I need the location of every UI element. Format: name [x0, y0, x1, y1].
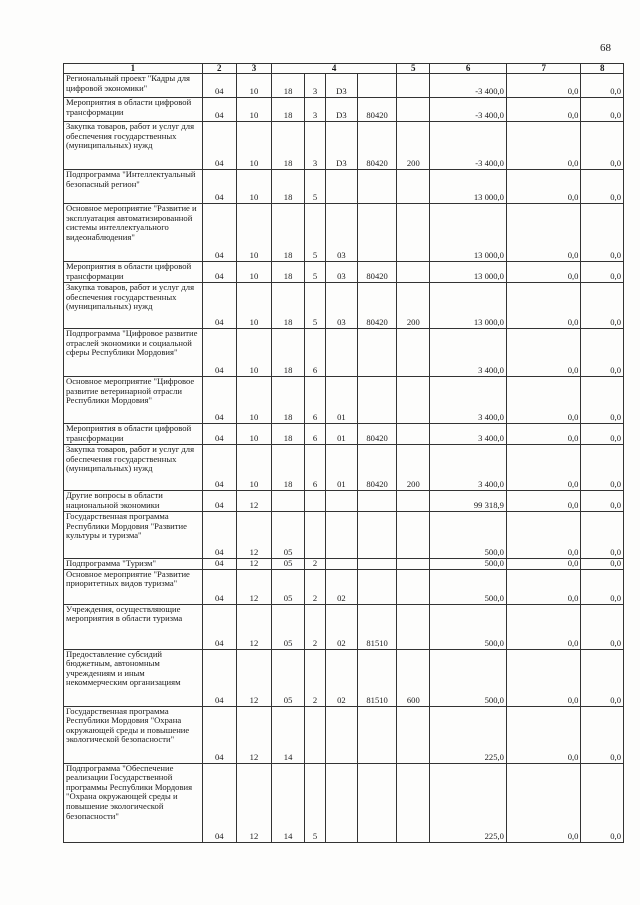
row-label: Подпрограмма "Туризм" [64, 559, 203, 570]
subsection-code: 12 [236, 559, 271, 570]
table-row [64, 98, 624, 122]
direction-code [357, 329, 396, 377]
amount-year-1: 225,0 [430, 763, 507, 842]
amount-year-1: 500,0 [430, 604, 507, 649]
direction-code [357, 559, 396, 570]
subprogram-code [305, 706, 326, 763]
subsection-code: 12 [236, 512, 271, 559]
activity-code: 02 [325, 569, 357, 604]
row-label: Мероприятия в области цифровой трансформации [64, 424, 203, 445]
activity-code: D3 [325, 122, 357, 170]
direction-code: 81510 [357, 604, 396, 649]
section-code: 04 [202, 491, 236, 512]
subsection-code: 12 [236, 491, 271, 512]
amount-year-1: 13 000,0 [430, 204, 507, 262]
table-body [64, 74, 624, 843]
direction-code [357, 763, 396, 842]
table-row [64, 649, 624, 706]
program-code: 14 [272, 763, 305, 842]
amount-year-1: 225,0 [430, 706, 507, 763]
amount-year-2: 0,0 [506, 283, 581, 329]
section-code: 04 [202, 122, 236, 170]
table-row [64, 262, 624, 283]
subsection-code: 10 [236, 204, 271, 262]
program-code [272, 491, 305, 512]
direction-code: 80420 [357, 283, 396, 329]
section-code: 04 [202, 283, 236, 329]
amount-year-3: 0,0 [581, 424, 624, 445]
section-code: 04 [202, 706, 236, 763]
amount-year-1: 3 400,0 [430, 424, 507, 445]
amount-year-3: 0,0 [581, 649, 624, 706]
program-code: 18 [272, 424, 305, 445]
subsection-code: 10 [236, 377, 271, 424]
expense-type-code: 600 [397, 649, 430, 706]
row-label: Закупка товаров, работ и услуг для обеспечения государственных (муниципальных) нужд [64, 445, 203, 491]
subsection-code: 12 [236, 569, 271, 604]
subprogram-code: 6 [305, 424, 326, 445]
program-code: 18 [272, 204, 305, 262]
amount-year-2: 0,0 [506, 604, 581, 649]
expense-type-code [397, 491, 430, 512]
section-code: 04 [202, 74, 236, 98]
section-code: 04 [202, 377, 236, 424]
amount-year-2: 0,0 [506, 706, 581, 763]
amount-year-3: 0,0 [581, 512, 624, 559]
activity-code: D3 [325, 98, 357, 122]
amount-year-2: 0,0 [506, 329, 581, 377]
expense-type-code [397, 763, 430, 842]
direction-code: 80420 [357, 445, 396, 491]
column-header: 8 [581, 64, 624, 74]
expense-type-code [397, 74, 430, 98]
amount-year-3: 0,0 [581, 491, 624, 512]
row-label: Мероприятия в области цифровой трансформации [64, 98, 203, 122]
section-code: 04 [202, 649, 236, 706]
subprogram-code: 5 [305, 283, 326, 329]
amount-year-3: 0,0 [581, 445, 624, 491]
amount-year-2: 0,0 [506, 649, 581, 706]
subsection-code: 12 [236, 604, 271, 649]
amount-year-2: 0,0 [506, 170, 581, 204]
column-header: 2 [202, 64, 236, 74]
table-row [64, 170, 624, 204]
section-code: 04 [202, 262, 236, 283]
activity-code: D3 [325, 74, 357, 98]
activity-code [325, 559, 357, 570]
amount-year-2: 0,0 [506, 512, 581, 559]
row-label: Государственная программа Республики Мордовия "Развитие культуры и туризма" [64, 512, 203, 559]
amount-year-2: 0,0 [506, 377, 581, 424]
amount-year-2: 0,0 [506, 424, 581, 445]
direction-code [357, 491, 396, 512]
amount-year-2: 0,0 [506, 491, 581, 512]
subsection-code: 10 [236, 74, 271, 98]
table-row [64, 204, 624, 262]
column-header: 7 [506, 64, 581, 74]
direction-code [357, 204, 396, 262]
header-row [64, 64, 624, 74]
activity-code [325, 170, 357, 204]
amount-year-3: 0,0 [581, 569, 624, 604]
section-code: 04 [202, 98, 236, 122]
subsection-code: 12 [236, 706, 271, 763]
amount-year-1: 3 400,0 [430, 329, 507, 377]
section-code: 04 [202, 559, 236, 570]
direction-code: 80420 [357, 262, 396, 283]
program-code: 05 [272, 559, 305, 570]
expense-type-code [397, 604, 430, 649]
subprogram-code: 6 [305, 329, 326, 377]
amount-year-3: 0,0 [581, 763, 624, 842]
table-row [64, 491, 624, 512]
direction-code: 80420 [357, 122, 396, 170]
subprogram-code [305, 491, 326, 512]
expense-type-code [397, 559, 430, 570]
subsection-code: 10 [236, 329, 271, 377]
amount-year-2: 0,0 [506, 74, 581, 98]
table-row [64, 424, 624, 445]
column-header: 6 [430, 64, 507, 74]
column-header: 1 [64, 64, 203, 74]
section-code: 04 [202, 569, 236, 604]
table-row [64, 512, 624, 559]
row-label: Предоставление субсидий бюджетным, автономным учреждениям и иным некоммерческим организациям [64, 649, 203, 706]
section-code: 04 [202, 170, 236, 204]
subsection-code: 10 [236, 98, 271, 122]
row-label: Мероприятия в области цифровой трансформации [64, 262, 203, 283]
amount-year-1: -3 400,0 [430, 98, 507, 122]
amount-year-2: 0,0 [506, 98, 581, 122]
amount-year-1: 13 000,0 [430, 170, 507, 204]
subsection-code: 10 [236, 122, 271, 170]
section-code: 04 [202, 424, 236, 445]
direction-code: 80420 [357, 98, 396, 122]
program-code: 05 [272, 569, 305, 604]
column-header: 3 [236, 64, 271, 74]
activity-code: 02 [325, 604, 357, 649]
table-row [64, 445, 624, 491]
budget-table [63, 63, 624, 843]
program-code: 18 [272, 170, 305, 204]
amount-year-3: 0,0 [581, 262, 624, 283]
section-code: 04 [202, 445, 236, 491]
expense-type-code [397, 204, 430, 262]
program-code: 18 [272, 74, 305, 98]
subsection-code: 10 [236, 445, 271, 491]
subsection-code: 12 [236, 763, 271, 842]
page-number: 68 [600, 42, 611, 54]
amount-year-3: 0,0 [581, 377, 624, 424]
subprogram-code: 6 [305, 445, 326, 491]
expense-type-code [397, 377, 430, 424]
amount-year-1: -3 400,0 [430, 74, 507, 98]
expense-type-code [397, 424, 430, 445]
amount-year-1: 500,0 [430, 569, 507, 604]
activity-code: 03 [325, 262, 357, 283]
row-label: Региональный проект "Кадры для цифровой экономики" [64, 74, 203, 98]
expense-type-code [397, 329, 430, 377]
section-code: 04 [202, 763, 236, 842]
amount-year-1: 13 000,0 [430, 262, 507, 283]
subprogram-code: 2 [305, 569, 326, 604]
row-label: Основное мероприятие "Развитие приоритетных видов туризма" [64, 569, 203, 604]
amount-year-2: 0,0 [506, 204, 581, 262]
amount-year-1: 500,0 [430, 512, 507, 559]
program-code: 18 [272, 445, 305, 491]
expense-type-code: 200 [397, 445, 430, 491]
subprogram-code: 2 [305, 649, 326, 706]
table-row [64, 283, 624, 329]
row-label: Другие вопросы в области национальной экономики [64, 491, 203, 512]
table-row [64, 569, 624, 604]
row-label: Подпрограмма "Интеллектуальный безопасный регион" [64, 170, 203, 204]
activity-code [325, 329, 357, 377]
program-code: 18 [272, 377, 305, 424]
activity-code: 01 [325, 377, 357, 424]
direction-code [357, 74, 396, 98]
amount-year-1: 3 400,0 [430, 377, 507, 424]
amount-year-2: 0,0 [506, 445, 581, 491]
program-code: 18 [272, 283, 305, 329]
table-row [64, 122, 624, 170]
expense-type-code [397, 706, 430, 763]
direction-code [357, 170, 396, 204]
program-code: 05 [272, 604, 305, 649]
amount-year-2: 0,0 [506, 763, 581, 842]
subsection-code: 10 [236, 170, 271, 204]
direction-code [357, 512, 396, 559]
amount-year-1: -3 400,0 [430, 122, 507, 170]
subsection-code: 10 [236, 283, 271, 329]
subprogram-code: 6 [305, 377, 326, 424]
subprogram-code: 5 [305, 763, 326, 842]
amount-year-1: 500,0 [430, 649, 507, 706]
row-label: Основное мероприятие "Цифровое развитие ветеринарной отрасли Республики Мордовия" [64, 377, 203, 424]
activity-code: 03 [325, 283, 357, 329]
amount-year-1: 500,0 [430, 559, 507, 570]
amount-year-3: 0,0 [581, 559, 624, 570]
table-row [64, 763, 624, 842]
column-header: 4 [272, 64, 397, 74]
amount-year-3: 0,0 [581, 74, 624, 98]
row-label: Закупка товаров, работ и услуг для обеспечения государственных (муниципальных) нужд [64, 283, 203, 329]
program-code: 18 [272, 329, 305, 377]
subsection-code: 10 [236, 262, 271, 283]
expense-type-code [397, 170, 430, 204]
expense-type-code [397, 512, 430, 559]
expense-type-code [397, 262, 430, 283]
subprogram-code: 5 [305, 170, 326, 204]
amount-year-3: 0,0 [581, 98, 624, 122]
subprogram-code: 3 [305, 122, 326, 170]
amount-year-2: 0,0 [506, 122, 581, 170]
subprogram-code: 5 [305, 204, 326, 262]
activity-code [325, 491, 357, 512]
direction-code: 80420 [357, 424, 396, 445]
amount-year-1: 3 400,0 [430, 445, 507, 491]
amount-year-3: 0,0 [581, 204, 624, 262]
activity-code [325, 512, 357, 559]
table-row [64, 604, 624, 649]
direction-code [357, 569, 396, 604]
amount-year-3: 0,0 [581, 706, 624, 763]
amount-year-1: 99 318,9 [430, 491, 507, 512]
expense-type-code [397, 98, 430, 122]
section-code: 04 [202, 604, 236, 649]
subsection-code: 10 [236, 424, 271, 445]
row-label: Закупка товаров, работ и услуг для обеспечения государственных (муниципальных) нужд [64, 122, 203, 170]
amount-year-2: 0,0 [506, 262, 581, 283]
table-row [64, 706, 624, 763]
activity-code: 02 [325, 649, 357, 706]
activity-code [325, 706, 357, 763]
section-code: 04 [202, 512, 236, 559]
amount-year-3: 0,0 [581, 122, 624, 170]
amount-year-3: 0,0 [581, 329, 624, 377]
direction-code [357, 377, 396, 424]
column-header: 5 [397, 64, 430, 74]
direction-code [357, 706, 396, 763]
program-code: 18 [272, 98, 305, 122]
activity-code: 01 [325, 445, 357, 491]
subprogram-code [305, 512, 326, 559]
amount-year-1: 13 000,0 [430, 283, 507, 329]
amount-year-3: 0,0 [581, 604, 624, 649]
subprogram-code: 2 [305, 604, 326, 649]
amount-year-3: 0,0 [581, 283, 624, 329]
table-row [64, 329, 624, 377]
expense-type-code: 200 [397, 283, 430, 329]
subprogram-code: 2 [305, 559, 326, 570]
subprogram-code: 5 [305, 262, 326, 283]
activity-code: 01 [325, 424, 357, 445]
amount-year-3: 0,0 [581, 170, 624, 204]
program-code: 05 [272, 512, 305, 559]
program-code: 14 [272, 706, 305, 763]
subsection-code: 12 [236, 649, 271, 706]
program-code: 18 [272, 122, 305, 170]
row-label: Государственная программа Республики Мордовия "Охрана окружающей среды и повышение экологической безопасности" [64, 706, 203, 763]
activity-code [325, 763, 357, 842]
row-label: Подпрограмма "Обеспечение реализации Государственной программы Республики Мордовия "Охрана окружающей среды и повышение экологической безопасности" [64, 763, 203, 842]
expense-type-code [397, 569, 430, 604]
section-code: 04 [202, 329, 236, 377]
table-row [64, 377, 624, 424]
direction-code: 81510 [357, 649, 396, 706]
section-code: 04 [202, 204, 236, 262]
row-label: Учреждения, осуществляющие мероприятия в области туризма [64, 604, 203, 649]
amount-year-2: 0,0 [506, 559, 581, 570]
amount-year-2: 0,0 [506, 569, 581, 604]
expense-type-code: 200 [397, 122, 430, 170]
table-row [64, 74, 624, 98]
program-code: 18 [272, 262, 305, 283]
activity-code: 03 [325, 204, 357, 262]
subprogram-code: 3 [305, 74, 326, 98]
subprogram-code: 3 [305, 98, 326, 122]
row-label: Основное мероприятие "Развитие и эксплуатация автоматизированной системы интеллектуального видеонаблюдения" [64, 204, 203, 262]
program-code: 05 [272, 649, 305, 706]
table-row [64, 559, 624, 570]
row-label: Подпрограмма "Цифровое развитие отраслей экономики и социальной сферы Республики Мордовия" [64, 329, 203, 377]
